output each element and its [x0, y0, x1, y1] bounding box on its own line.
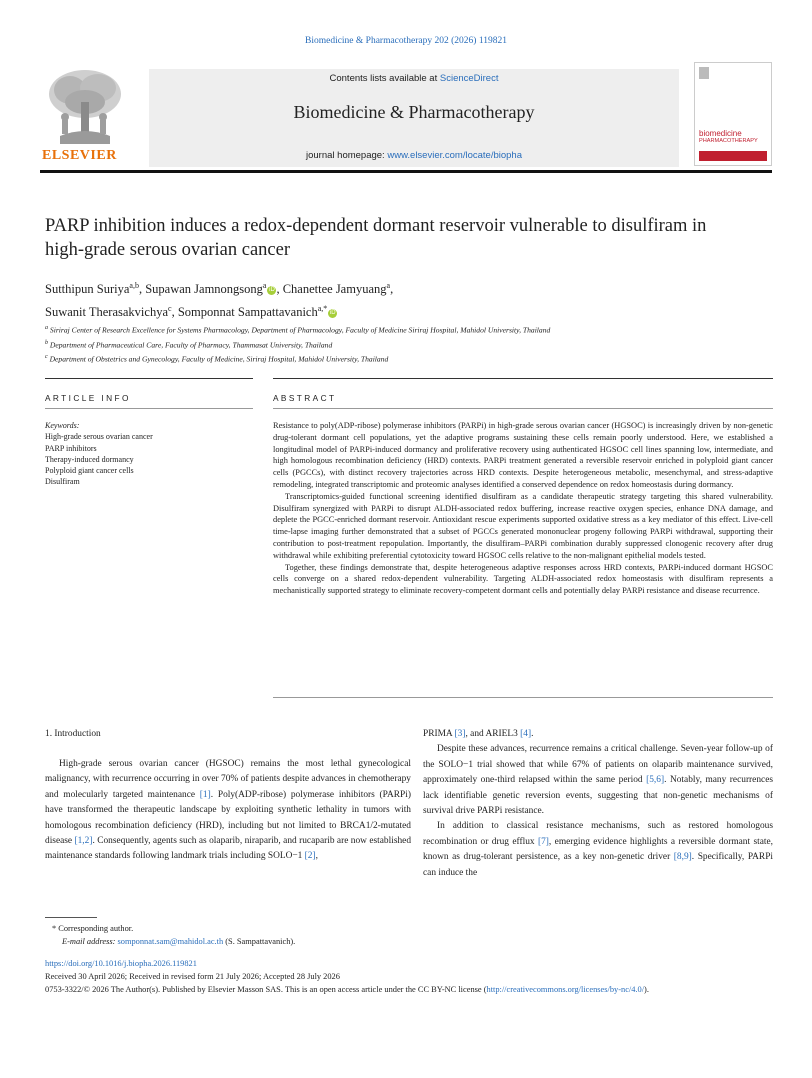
journal-cover-thumbnail[interactable] — [694, 62, 772, 166]
divider — [273, 378, 773, 379]
journal-homepage — [149, 150, 679, 161]
citation-link[interactable]: [1] — [199, 789, 211, 800]
intro-paragraph-2: Despite these advances, recurrence remains a critical challenge. Seven-year follow-up of the SOLO−1 trial showed that while 67% of patients on olaparib maintenance survived, approximately one-third relapsed within the same period [5,6]. Notably, many recurrences lack identifiable genetic reversion events, suggesting that non-genetic mechanisms of survival drive PARPi resistance. — [423, 744, 774, 817]
intro-right-column — [423, 727, 773, 881]
homepage-link[interactable]: www.elsevier.com/locate/biopha — [387, 150, 522, 161]
affiliation-a: $^a$ Siriraj Center of Research Excellence for Systems Pharmacology, Department of Pharmacology, Faculty of Medicine Siriraj Hospital, Mahidol University, Thailand — [45, 325, 551, 335]
citation-link[interactable]: [4] — [520, 729, 532, 739]
author-5[interactable]: Somponnat Sampattavanich$^{a,*}$iD — [177, 304, 336, 320]
header-rule — [40, 170, 772, 173]
elsevier-wordmark: ELSEVIER — [42, 148, 117, 163]
abstract-paragraph: Together, these findings demonstrate that, despite heterogeneous adaptive responses across HRD contexts, PARPi-induced dormant HGSOC cells converge on a shared redox-dependent vulnerability. Targeting ALDH-associated redox homeostasis with disulfiram represents a mechanistically supported strategy to eliminate recovery-competent dormant cells and potentially delay PARPi resistance and disease recurrence. — [273, 562, 773, 596]
keyword: High-grade serous ovarian cancer — [45, 432, 153, 442]
author-2[interactable]: Supawan Jamnongsong$^a$iD — [145, 281, 275, 297]
cover-title-line1: biomedicine — [699, 129, 742, 138]
abstract-paragraph: Transcriptomics-guided functional screening identified disulfiram as a candidate therapeutic strategy targeting this shared vulnerability. Disulfiram synergized with PARPi to disrupt ALDH-associated redox buffering, increase reactive oxygen species, enhance DNA damage, and deplete the PGCC-enriched dormant reservoir. Antioxidant rescue experiments supported oxidative stress as a key mediator of this effect. Live-cell time-lapse imaging further demonstrated that a subset of PGCCs generated mononuclear progeny following PARPi withdrawal, supporting their contribution to post-treatment repopulation. Importantly, the disulfiram–PARPi combination durably suppressed clonogenic recovery after drug withdrawal while exhibiting preferential cytotoxicity toward HGSOC cells relative to the non-malignant epithelial models tested. — [273, 491, 773, 560]
citation-link[interactable]: [7] — [537, 836, 549, 847]
orcid-icon[interactable]: iD — [329, 310, 336, 317]
keywords-label: Keywords: — [45, 421, 80, 430]
abstract-body — [273, 420, 773, 597]
keywords-block — [45, 420, 245, 488]
divider — [273, 408, 773, 409]
author-3[interactable]: Chanettee Jamyuang$^a$ — [282, 281, 391, 297]
intro-paragraph-3: In addition to classical resistance mechanisms, such as restored homologous recombination or drug efflux [7], emerging evidence highlights a reversible dormant state, known as drug-tolerant persistence, as a key non-genetic driver [8,9]. Specifically, PARPi can induce the — [423, 821, 774, 878]
corresponding-author-footnote: * Corresponding author. E-mail address: somponnat.sam@mahidol.ac.th (S. Sampattavanich). — [52, 924, 296, 946]
publication-info — [45, 958, 773, 996]
introduction-heading: 1. Introduction — [45, 729, 101, 739]
divider — [45, 408, 253, 409]
abstract-paragraph: Resistance to poly(ADP-ribose) polymerase inhibitors (PARPi) in high-grade serous ovarian cancer (HGSOC) is increasingly driven by non-genetic drug-tolerant dormant cell populations, yet the adaptive programs sustaining these cells remain poorly understood. Here, we established a longitudinal model of PARPi-induced dormancy and proliferative recovery using authenticated HGSOC cell lines spanning low, intermediate, and high homologous recombination deficiency (HRD) contexts. PARPi treatment generated a reversible reservoir enriched in polyploid giant cancer cells (PGCCs), with distinct recovery trajectories across HRD contexts. Despite heterogeneous metabolic, mesenchymal, and stress-adaptive remodeling, integrated transcriptomic and proteomic analyses identified a conserved dependence on redox homeostasis during dormancy. — [273, 421, 773, 489]
intro-left-column — [45, 757, 411, 865]
author-1[interactable]: Sutthipun Suriya$^{a,b}$ — [45, 281, 139, 297]
contents-line — [149, 73, 679, 84]
contents-prefix: Contents lists available at — [329, 73, 440, 84]
keyword: Polyploid giant cancer cells — [45, 466, 134, 476]
author-list: Sutthipun Suriya$^{a,b}$, Supawan Jamnongsong$^a$iD , Chanettee Jamyuang$^a$, Suwanit Therasakvichya$^c$, Somponnat Sampattavanich$^{a,*}$iD — [45, 281, 394, 320]
sciencedirect-link[interactable]: ScienceDirect — [439, 73, 499, 84]
homepage-prefix: journal homepage: — [306, 150, 388, 161]
license-link[interactable]: http://creativecommons.org/licenses/by-nc/4.0/ — [486, 984, 645, 994]
keyword: Therapy-induced dormancy — [45, 454, 134, 464]
received-dates: Received 30 April 2026; Received in revised form 21 July 2026; Accepted 28 July 2026 — [45, 971, 340, 981]
citation-link[interactable]: [2] — [304, 851, 316, 862]
affiliations — [45, 322, 765, 366]
keyword: PARP inhibitors — [45, 443, 97, 453]
affiliation-c: $^c$ Department of Obstetrics and Gynecology, Faculty of Medicine, Siriraj Hospital, Mahidol University, Thailand — [45, 354, 389, 364]
abstract-heading: ABSTRACT — [273, 393, 337, 403]
author-4[interactable]: Suwanit Therasakvichya$^c$ — [45, 304, 172, 320]
orcid-icon[interactable]: iD — [269, 287, 275, 294]
doi-link[interactable]: https://doi.org/10.1016/j.biopha.2026.119821 — [45, 959, 197, 968]
divider — [45, 378, 253, 379]
article-title: PARP inhibition induces a redox-dependent dormant reservoir vulnerable to disulfiram in high-grade serous ovarian cancer — [45, 216, 707, 260]
intro-paragraph-1: High-grade serous ovarian cancer (HGSOC) remains the most lethal gynecological malignancy, with recurrence occurring in over 70% of patients despite advances in chemotherapy and molecularly targeted maintenance [1]. Poly(ADP-ribose) polymerase inhibitors (PARPi) have transformed the therapeutic landscape by exploiting synthetic lethality in tumors with homologous recombination deficiency (HRD), including but not limited to BRCA1/2-mutated disease [1,2]. Consequently, agents such as olaparib, niraparib, and rucaparib are now established maintenance standards following landmark trials including SOLO−1 [2], — [45, 759, 412, 862]
cover-title-line2: PHARMACOTHERAPY — [699, 138, 758, 144]
citation-link[interactable]: [1,2] — [74, 836, 93, 847]
keyword: Disulfiram — [45, 477, 80, 487]
divider — [273, 697, 773, 698]
journal-title: Biomedicine & Pharmacotherapy — [293, 102, 535, 122]
intro-continued-line: PRIMA [3], and ARIEL3 [4]. — [423, 729, 534, 739]
license-statement: 0753-3322/© 2026 The Author(s). Published by Elsevier Masson SAS. This is an open access article under the CC BY-NC license (http://creativecommons.org/licenses/by-nc/4.0/). — [45, 984, 649, 994]
article-info-heading: ARTICLE INFO — [45, 393, 131, 403]
journal-reference[interactable]: Biomedicine & Pharmacotherapy 202 (2026) 119821 — [304, 36, 507, 46]
citation-link[interactable]: [3] — [454, 729, 466, 739]
affiliation-b: $^b$ Department of Pharmaceutical Care, Faculty of Pharmacy, Thammasat University, Thailand — [45, 339, 333, 350]
citation-link[interactable]: [8,9] — [673, 852, 692, 863]
citation-link[interactable]: [5,6] — [646, 775, 665, 786]
email-link[interactable]: somponnat.sam@mahidol.ac.th — [117, 937, 224, 946]
footnote-rule — [45, 917, 97, 918]
